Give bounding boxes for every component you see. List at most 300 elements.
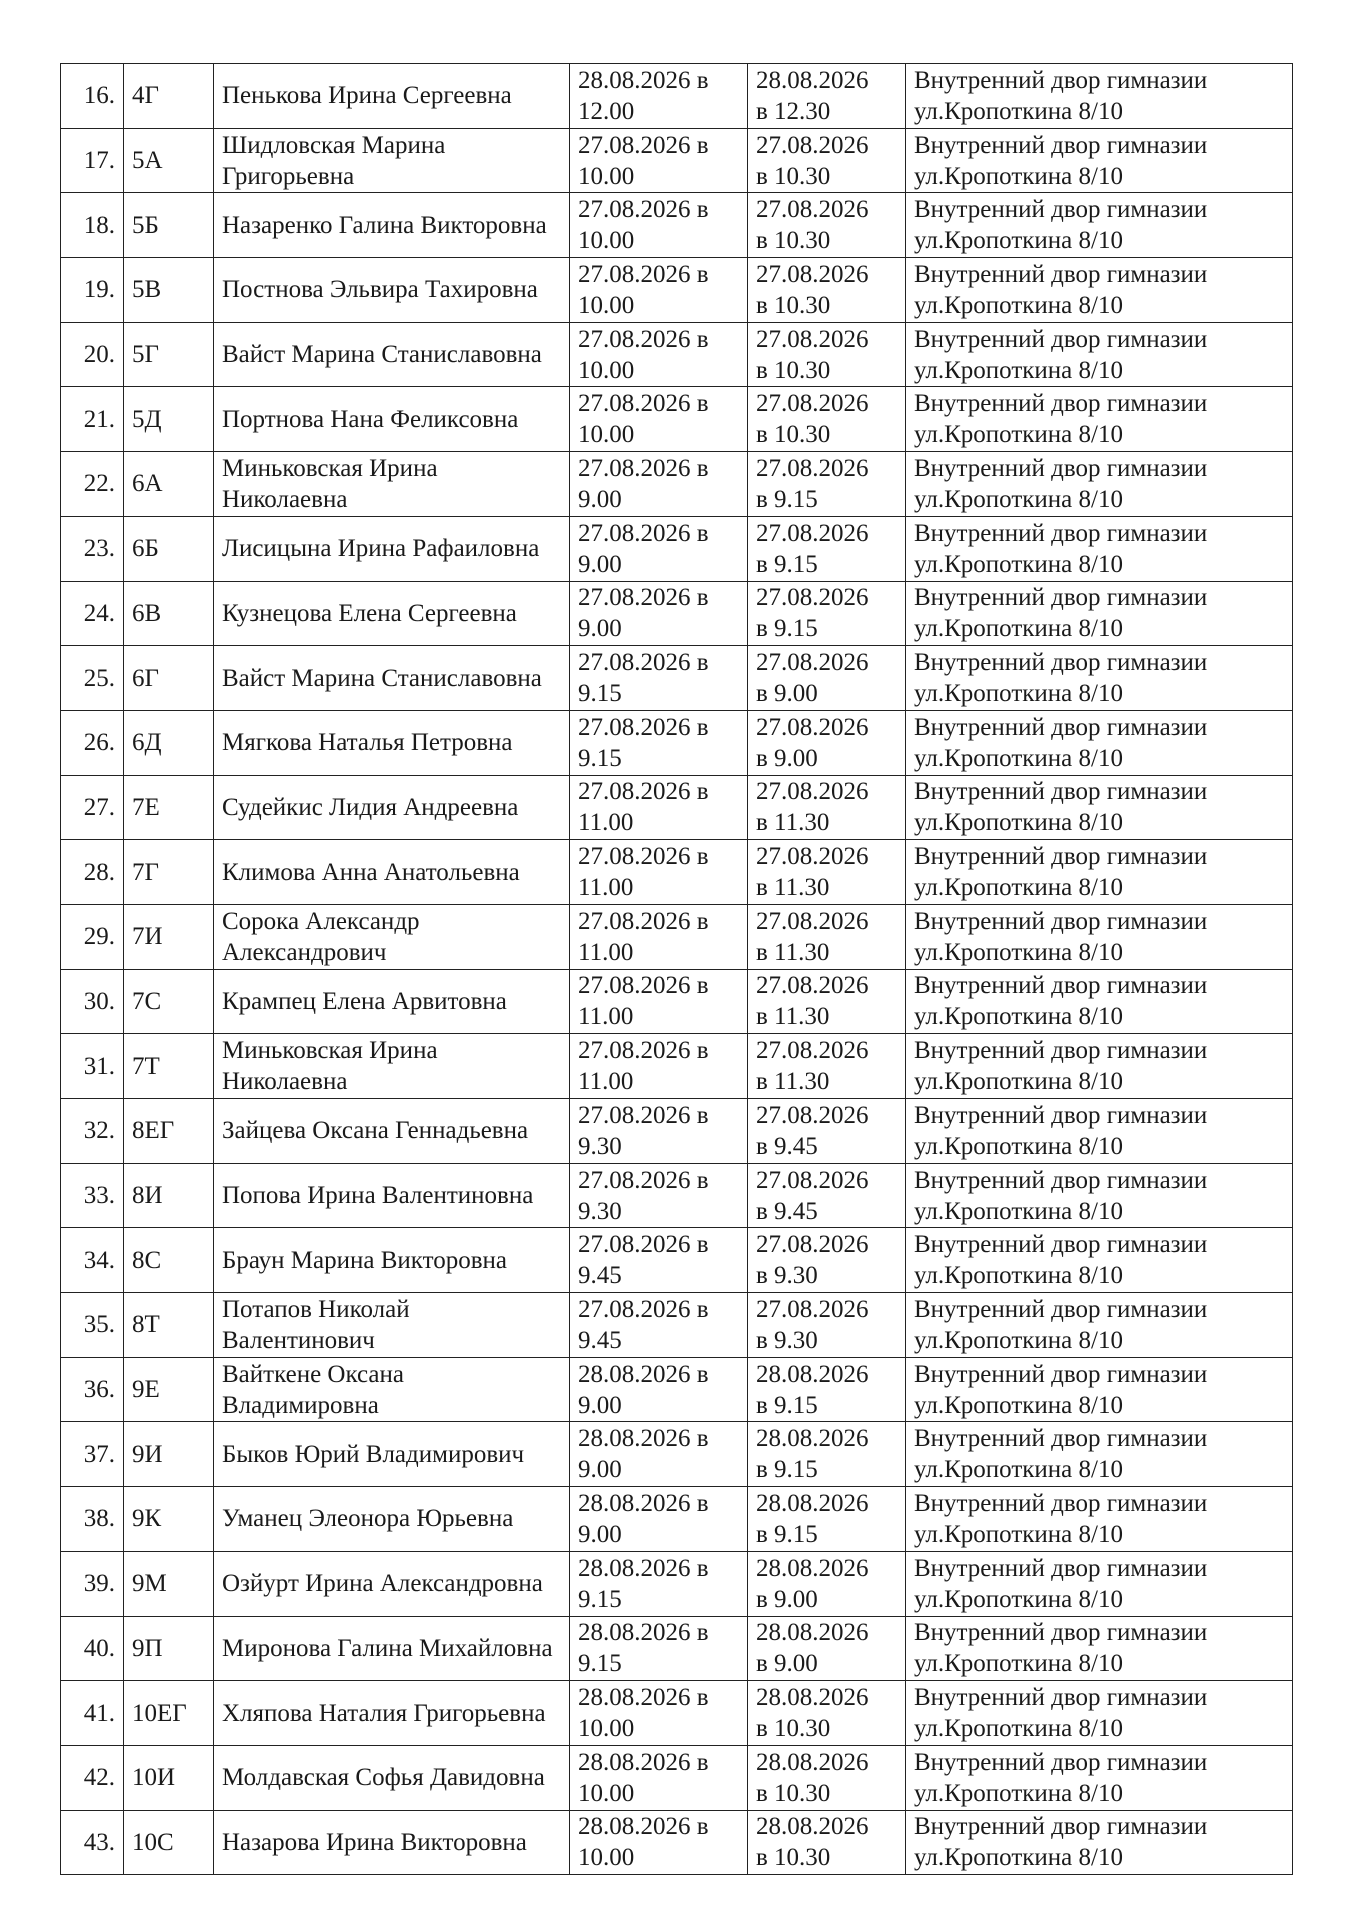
teacher-name: Назаренко Галина Викторовна (222, 211, 547, 239)
start-date: 27.08.2026 в (578, 584, 709, 612)
end-time: в 9.15 (756, 1391, 818, 1419)
location-address: ул.Кропоткина 8/10 (914, 1779, 1123, 1807)
class-cell (124, 387, 214, 452)
end-time: в 9.15 (756, 550, 818, 578)
end-time: в 9.00 (756, 1585, 818, 1613)
row-number-cell (61, 1034, 124, 1099)
start-time: 9.15 (578, 1650, 622, 1678)
end-time-cell (748, 1357, 906, 1422)
table-body (61, 64, 1293, 1875)
start-date: 28.08.2026 в (578, 1619, 709, 1647)
class-cell (124, 193, 214, 258)
location-cell (906, 322, 1293, 387)
schedule-table (60, 63, 1293, 1875)
location-cell (906, 775, 1293, 840)
class-label: 6Б (132, 535, 159, 563)
class-cell (124, 1293, 214, 1358)
start-date: 27.08.2026 в (578, 1231, 709, 1259)
class-cell (124, 710, 214, 775)
location-address: ул.Кропоткина 8/10 (914, 356, 1123, 384)
teacher-cell (214, 1551, 570, 1616)
teacher-cell (214, 1422, 570, 1487)
class-label: 5Г (132, 341, 159, 369)
end-date: 27.08.2026 (756, 131, 869, 159)
end-date: 27.08.2026 (756, 778, 869, 806)
end-time: в 10.30 (756, 421, 831, 449)
table-row (61, 1163, 1293, 1228)
table-row (61, 581, 1293, 646)
location-name: Внутренний двор гимназии (914, 1748, 1208, 1776)
row-number-cell (61, 840, 124, 905)
class-cell (124, 1422, 214, 1487)
location-address: ул.Кропоткина 8/10 (914, 680, 1123, 708)
teacher-name: Сорока Александр Александрович (222, 907, 420, 966)
start-date: 27.08.2026 в (578, 260, 709, 288)
class-label: 7И (132, 923, 163, 951)
end-time: в 9.00 (756, 680, 818, 708)
class-cell (124, 1551, 214, 1616)
end-time-cell (748, 452, 906, 517)
end-time: в 9.15 (756, 615, 818, 643)
class-cell (124, 1034, 214, 1099)
teacher-cell (214, 646, 570, 711)
start-time: 10.00 (578, 1779, 635, 1807)
teacher-cell (214, 1034, 570, 1099)
end-date: 28.08.2026 (756, 1684, 869, 1712)
end-date: 27.08.2026 (756, 972, 869, 1000)
end-time-cell (748, 64, 906, 129)
teacher-cell (214, 1681, 570, 1746)
table-row (61, 1293, 1293, 1358)
teacher-cell (214, 516, 570, 581)
location-address: ул.Кропоткина 8/10 (914, 227, 1123, 255)
row-number-cell (61, 904, 124, 969)
location-address: ул.Кропоткина 8/10 (914, 1262, 1123, 1290)
location-address: ул.Кропоткина 8/10 (914, 1068, 1123, 1096)
teacher-cell (214, 128, 570, 193)
start-time: 9.30 (578, 1197, 622, 1225)
class-label: 10С (132, 1828, 174, 1856)
table-row (61, 128, 1293, 193)
start-time: 9.45 (578, 1326, 622, 1354)
start-time-cell (570, 452, 748, 517)
end-time-cell (748, 1487, 906, 1552)
start-time: 12.00 (578, 97, 635, 125)
end-date: 27.08.2026 (756, 1101, 869, 1129)
start-time: 10.00 (578, 291, 635, 319)
end-date: 28.08.2026 (756, 1619, 869, 1647)
end-date: 27.08.2026 (756, 196, 869, 224)
end-date: 27.08.2026 (756, 1295, 869, 1323)
end-time-cell (748, 1745, 906, 1810)
location-address: ул.Кропоткина 8/10 (914, 291, 1123, 319)
class-cell (124, 775, 214, 840)
end-time-cell (748, 1681, 906, 1746)
row-number: 20. (83, 341, 115, 369)
end-date: 28.08.2026 (756, 66, 869, 94)
end-time-cell (748, 1551, 906, 1616)
end-time-cell (748, 581, 906, 646)
start-date: 27.08.2026 в (578, 907, 709, 935)
start-time: 9.00 (578, 1456, 622, 1484)
row-number-cell (61, 193, 124, 258)
start-time-cell (570, 193, 748, 258)
start-time: 9.00 (578, 1391, 622, 1419)
row-number: 22. (83, 470, 115, 498)
start-time: 9.00 (578, 550, 622, 578)
start-time: 11.00 (578, 1068, 634, 1096)
table-row (61, 775, 1293, 840)
end-time-cell (748, 1810, 906, 1875)
end-time: в 11.30 (756, 1068, 830, 1096)
teacher-cell (214, 258, 570, 323)
end-time: в 10.30 (756, 162, 831, 190)
row-number: 39. (83, 1570, 115, 1598)
start-date: 28.08.2026 в (578, 1684, 709, 1712)
end-time: в 11.30 (756, 809, 830, 837)
teacher-cell (214, 1616, 570, 1681)
end-date: 27.08.2026 (756, 843, 869, 871)
location-cell (906, 516, 1293, 581)
location-address: ул.Кропоткина 8/10 (914, 1844, 1123, 1872)
location-name: Внутренний двор гимназии (914, 1684, 1208, 1712)
start-time-cell (570, 1487, 748, 1552)
row-number-cell (61, 1745, 124, 1810)
row-number-cell (61, 1681, 124, 1746)
class-cell (124, 64, 214, 129)
class-label: 8Т (132, 1311, 160, 1339)
class-label: 5А (132, 147, 163, 175)
teacher-name: Миньковская Ирина Николаевна (222, 1037, 438, 1096)
table-row (61, 710, 1293, 775)
start-date: 28.08.2026 в (578, 1425, 709, 1453)
start-time: 11.00 (578, 809, 634, 837)
teacher-name: Мягкова Наталья Петровна (222, 729, 513, 757)
class-cell (124, 1810, 214, 1875)
location-name: Внутренний двор гимназии (914, 1037, 1208, 1065)
start-time-cell (570, 1034, 748, 1099)
start-time: 9.15 (578, 680, 622, 708)
table-row (61, 1034, 1293, 1099)
start-date: 28.08.2026 в (578, 1360, 709, 1388)
location-name: Внутренний двор гимназии (914, 260, 1208, 288)
table-row (61, 516, 1293, 581)
class-cell (124, 258, 214, 323)
teacher-name: Кузнецова Елена Сергеевна (222, 599, 517, 627)
teacher-name: Хляпова Наталия Григорьевна (222, 1699, 546, 1727)
class-cell (124, 452, 214, 517)
start-time: 9.00 (578, 615, 622, 643)
end-time-cell (748, 904, 906, 969)
teacher-cell (214, 840, 570, 905)
location-cell (906, 581, 1293, 646)
start-time: 9.45 (578, 1262, 622, 1290)
row-number: 16. (83, 82, 115, 110)
row-number: 30. (83, 987, 115, 1015)
class-cell (124, 646, 214, 711)
location-cell (906, 1422, 1293, 1487)
teacher-cell (214, 1810, 570, 1875)
location-address: ул.Кропоткина 8/10 (914, 1391, 1123, 1419)
end-time: в 12.30 (756, 97, 831, 125)
location-cell (906, 1681, 1293, 1746)
end-time: в 10.30 (756, 1715, 831, 1743)
row-number: 25. (83, 664, 115, 692)
start-date: 27.08.2026 в (578, 454, 709, 482)
location-cell (906, 258, 1293, 323)
class-label: 8И (132, 1182, 163, 1210)
end-time: в 10.30 (756, 1779, 831, 1807)
row-number: 43. (83, 1828, 115, 1856)
end-time: в 9.45 (756, 1132, 818, 1160)
end-time-cell (748, 128, 906, 193)
class-cell (124, 840, 214, 905)
table-row (61, 1810, 1293, 1875)
row-number: 19. (83, 276, 115, 304)
start-time: 11.00 (578, 874, 634, 902)
row-number-cell (61, 1810, 124, 1875)
location-cell (906, 840, 1293, 905)
end-date: 28.08.2026 (756, 1748, 869, 1776)
end-time-cell (748, 1228, 906, 1293)
row-number: 40. (83, 1634, 115, 1662)
end-date: 27.08.2026 (756, 1166, 869, 1194)
table-row (61, 1422, 1293, 1487)
teacher-cell (214, 775, 570, 840)
location-address: ул.Кропоткина 8/10 (914, 1197, 1123, 1225)
class-cell (124, 1163, 214, 1228)
table-row (61, 64, 1293, 129)
teacher-cell (214, 1487, 570, 1552)
end-time-cell (748, 1099, 906, 1164)
class-label: 5Б (132, 211, 159, 239)
teacher-cell (214, 387, 570, 452)
start-time: 10.00 (578, 356, 635, 384)
end-date: 27.08.2026 (756, 1037, 869, 1065)
location-name: Внутренний двор гимназии (914, 196, 1208, 224)
location-name: Внутренний двор гимназии (914, 66, 1208, 94)
start-date: 27.08.2026 в (578, 390, 709, 418)
end-date: 28.08.2026 (756, 1489, 869, 1517)
class-label: 9К (132, 1505, 162, 1533)
start-time: 10.00 (578, 421, 635, 449)
location-address: ул.Кропоткина 8/10 (914, 744, 1123, 772)
location-name: Внутренний двор гимназии (914, 454, 1208, 482)
location-cell (906, 969, 1293, 1034)
end-date: 27.08.2026 (756, 584, 869, 612)
class-label: 6Г (132, 664, 159, 692)
class-label: 5В (132, 276, 162, 304)
location-address: ул.Кропоткина 8/10 (914, 485, 1123, 513)
start-time: 11.00 (578, 1003, 634, 1031)
location-cell (906, 1616, 1293, 1681)
start-time: 9.00 (578, 1520, 622, 1548)
class-label: 9М (132, 1570, 167, 1598)
end-time-cell (748, 258, 906, 323)
location-name: Внутренний двор гимназии (914, 713, 1208, 741)
teacher-name: Климова Анна Анатольевна (222, 858, 520, 886)
teacher-name: Судейкис Лидия Андреевна (222, 793, 519, 821)
teacher-name: Вайст Марина Станиславовна (222, 341, 542, 369)
teacher-name: Вайст Марина Станиславовна (222, 664, 542, 692)
row-number-cell (61, 128, 124, 193)
table-row (61, 1616, 1293, 1681)
teacher-name: Молдавская Софья Давидовна (222, 1764, 545, 1792)
end-time: в 10.30 (756, 356, 831, 384)
table-row (61, 322, 1293, 387)
location-address: ул.Кропоткина 8/10 (914, 1132, 1123, 1160)
start-date: 27.08.2026 в (578, 649, 709, 677)
location-name: Внутренний двор гимназии (914, 519, 1208, 547)
end-date: 27.08.2026 (756, 454, 869, 482)
start-date: 27.08.2026 в (578, 1037, 709, 1065)
start-time-cell (570, 1228, 748, 1293)
start-date: 28.08.2026 в (578, 1554, 709, 1582)
end-date: 28.08.2026 (756, 1813, 869, 1841)
end-time-cell (748, 1422, 906, 1487)
start-time-cell (570, 646, 748, 711)
location-cell (906, 1745, 1293, 1810)
location-cell (906, 1099, 1293, 1164)
start-time-cell (570, 1745, 748, 1810)
teacher-name: Браун Марина Викторовна (222, 1246, 507, 1274)
start-time: 11.00 (578, 938, 634, 966)
location-cell (906, 452, 1293, 517)
start-time: 10.00 (578, 1715, 635, 1743)
teacher-name: Назарова Ирина Викторовна (222, 1828, 527, 1856)
class-label: 8С (132, 1246, 162, 1274)
teacher-name: Попова Ирина Валентиновна (222, 1182, 534, 1210)
teacher-name: Портнова Нана Феликсовна (222, 405, 519, 433)
teacher-name: Миньковская Ирина Николаевна (222, 454, 438, 513)
location-name: Внутренний двор гимназии (914, 1489, 1208, 1517)
location-cell (906, 710, 1293, 775)
teacher-name: Крампец Елена Арвитовна (222, 987, 507, 1015)
teacher-name: Лисицына Ирина Рафаиловна (222, 535, 540, 563)
end-time-cell (748, 516, 906, 581)
teacher-cell (214, 193, 570, 258)
end-time-cell (748, 1293, 906, 1358)
table-row (61, 452, 1293, 517)
location-address: ул.Кропоткина 8/10 (914, 615, 1123, 643)
row-number-cell (61, 1163, 124, 1228)
table-row (61, 1487, 1293, 1552)
end-time: в 9.00 (756, 1650, 818, 1678)
start-time-cell (570, 1099, 748, 1164)
start-time-cell (570, 1616, 748, 1681)
teacher-cell (214, 904, 570, 969)
table-row (61, 387, 1293, 452)
location-address: ул.Кропоткина 8/10 (914, 421, 1123, 449)
teacher-name: Зайцева Оксана Геннадьевна (222, 1117, 529, 1145)
table-row (61, 1745, 1293, 1810)
location-cell (906, 1357, 1293, 1422)
row-number: 24. (83, 599, 115, 627)
location-name: Внутренний двор гимназии (914, 907, 1208, 935)
table-row (61, 193, 1293, 258)
row-number: 34. (83, 1246, 115, 1274)
end-time: в 9.15 (756, 1456, 818, 1484)
row-number: 32. (83, 1117, 115, 1145)
location-name: Внутренний двор гимназии (914, 972, 1208, 1000)
row-number-cell (61, 516, 124, 581)
teacher-cell (214, 1228, 570, 1293)
location-name: Внутренний двор гимназии (914, 778, 1208, 806)
teacher-cell (214, 1357, 570, 1422)
row-number-cell (61, 387, 124, 452)
location-cell (906, 646, 1293, 711)
class-label: 8ЕГ (132, 1117, 175, 1145)
row-number: 41. (83, 1699, 115, 1727)
table-row (61, 1551, 1293, 1616)
location-name: Внутренний двор гимназии (914, 131, 1208, 159)
start-time-cell (570, 969, 748, 1034)
table-row (61, 1357, 1293, 1422)
row-number-cell (61, 1228, 124, 1293)
row-number-cell (61, 322, 124, 387)
teacher-cell (214, 969, 570, 1034)
row-number-cell (61, 1487, 124, 1552)
start-time-cell (570, 1163, 748, 1228)
class-label: 7С (132, 987, 162, 1015)
start-time-cell (570, 258, 748, 323)
row-number-cell (61, 710, 124, 775)
start-date: 27.08.2026 в (578, 1295, 709, 1323)
start-time-cell (570, 387, 748, 452)
class-cell (124, 1357, 214, 1422)
start-time: 9.30 (578, 1132, 622, 1160)
location-name: Внутренний двор гимназии (914, 584, 1208, 612)
start-time-cell (570, 1357, 748, 1422)
row-number: 17. (83, 147, 115, 175)
start-time: 9.00 (578, 485, 622, 513)
end-date: 28.08.2026 (756, 1360, 869, 1388)
location-cell (906, 1034, 1293, 1099)
teacher-name: Пенькова Ирина Сергеевна (222, 82, 512, 110)
end-time-cell (748, 646, 906, 711)
start-date: 27.08.2026 в (578, 519, 709, 547)
end-time-cell (748, 1163, 906, 1228)
end-date: 27.08.2026 (756, 260, 869, 288)
teacher-name: Миронова Галина Михайловна (222, 1634, 553, 1662)
end-time-cell (748, 969, 906, 1034)
start-date: 28.08.2026 в (578, 1813, 709, 1841)
location-cell (906, 1228, 1293, 1293)
row-number-cell (61, 646, 124, 711)
end-time: в 9.15 (756, 1520, 818, 1548)
location-address: ул.Кропоткина 8/10 (914, 550, 1123, 578)
start-time: 9.15 (578, 1585, 622, 1613)
start-time-cell (570, 128, 748, 193)
class-label: 10ЕГ (132, 1699, 187, 1727)
location-cell (906, 193, 1293, 258)
row-number: 28. (83, 858, 115, 886)
location-cell (906, 1551, 1293, 1616)
class-cell (124, 322, 214, 387)
end-time: в 11.30 (756, 874, 830, 902)
class-label: 6В (132, 599, 162, 627)
location-cell (906, 1810, 1293, 1875)
start-time-cell (570, 1681, 748, 1746)
location-address: ул.Кропоткина 8/10 (914, 97, 1123, 125)
start-date: 27.08.2026 в (578, 325, 709, 353)
end-date: 27.08.2026 (756, 325, 869, 353)
class-label: 9И (132, 1440, 163, 1468)
end-date: 28.08.2026 (756, 1554, 869, 1582)
location-address: ул.Кропоткина 8/10 (914, 874, 1123, 902)
location-address: ул.Кропоткина 8/10 (914, 1520, 1123, 1548)
location-cell (906, 1163, 1293, 1228)
